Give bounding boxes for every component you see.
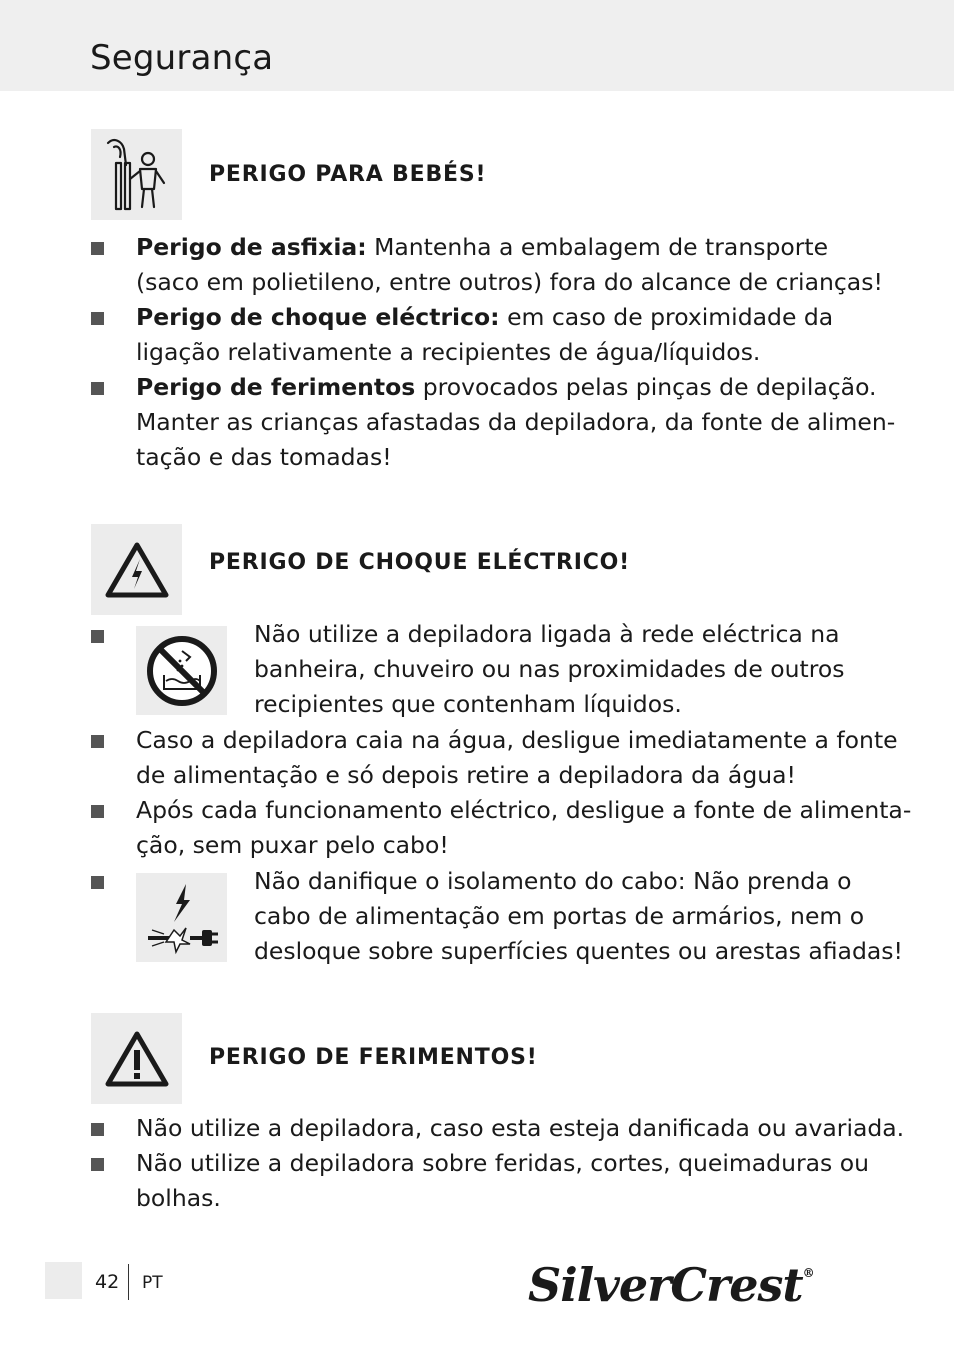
section-heading-electric: PERIGO DE CHOQUE ELÉCTRICO!	[209, 550, 630, 575]
bullet	[91, 242, 104, 255]
brand-name: SilverCrest	[528, 1258, 803, 1312]
electric-warning-icon	[91, 524, 182, 615]
list-item	[136, 300, 833, 335]
bullet	[91, 630, 104, 643]
item-text: provocados pelas pinças de depilação.	[415, 373, 877, 401]
item-line: tação e das tomadas!	[136, 443, 392, 471]
item-text: em caso de proximidade da	[499, 303, 834, 331]
item-line: Não utilize a depiladora, caso esta esteja danificada ou avariada.	[136, 1114, 905, 1142]
item-line: Não utilize a depiladora sobre feridas, cortes, queimaduras ou	[136, 1149, 870, 1177]
item-line: Após cada funcionamento eléctrico, desligue a fonte de alimenta-	[136, 796, 912, 824]
page-title: Segurança	[90, 38, 274, 78]
item-line: de alimentação e só depois retire a depiladora da água!	[136, 761, 796, 789]
item-line: (saco em polietileno, entre outros) fora do alcance de crianças!	[136, 268, 883, 296]
item-bold: Perigo de asfixia:	[136, 233, 367, 261]
no-water-icon	[136, 626, 227, 715]
list-item	[136, 370, 877, 405]
bullet	[91, 876, 104, 889]
section-heading-babies: PERIGO PARA BEBÉS!	[209, 162, 487, 187]
footer-box	[45, 1262, 82, 1299]
bullet	[91, 382, 104, 395]
footer-divider	[128, 1264, 129, 1300]
registered-mark: ®	[802, 1266, 814, 1280]
cable-damage-icon	[136, 873, 227, 962]
item-line: Não utilize a depiladora ligada à rede eléctrica na	[254, 620, 840, 648]
bullet	[91, 1123, 104, 1136]
item-line: Não danifique o isolamento do cabo: Não prenda o	[254, 867, 852, 895]
item-line: desloque sobre superfícies quentes ou arestas afiadas!	[254, 937, 903, 965]
item-text: Mantenha a embalagem de transporte	[366, 233, 829, 261]
item-line: Manter as crianças afastadas da depiladora, da fonte de alimen-	[136, 408, 896, 436]
item-line: recipientes que contenham líquidos.	[254, 690, 682, 718]
item-bold: Perigo de choque eléctrico:	[136, 303, 500, 331]
item-line: ção, sem puxar pelo cabo!	[136, 831, 449, 859]
item-bold: Perigo de ferimentos	[136, 373, 416, 401]
bullet	[91, 735, 104, 748]
list-item	[136, 230, 828, 265]
bullet	[91, 312, 104, 325]
bullet	[91, 805, 104, 818]
bullet	[91, 1158, 104, 1171]
section-heading-injury: PERIGO DE FERIMENTOS!	[209, 1045, 538, 1070]
item-line: bolhas.	[136, 1184, 221, 1212]
child-hazard-icon	[91, 129, 182, 220]
language-code: PT	[142, 1273, 163, 1293]
item-line: Caso a depiladora caia na água, desligue imediatamente a fonte	[136, 726, 898, 754]
general-warning-icon	[91, 1013, 182, 1104]
item-line: cabo de alimentação em portas de armários, nem o	[254, 902, 865, 930]
page-number: 42	[95, 1271, 120, 1293]
item-line: ligação relativamente a recipientes de água/líquidos.	[136, 338, 761, 366]
brand-logo	[528, 1258, 814, 1312]
item-line: banheira, chuveiro ou nas proximidades de outros	[254, 655, 845, 683]
